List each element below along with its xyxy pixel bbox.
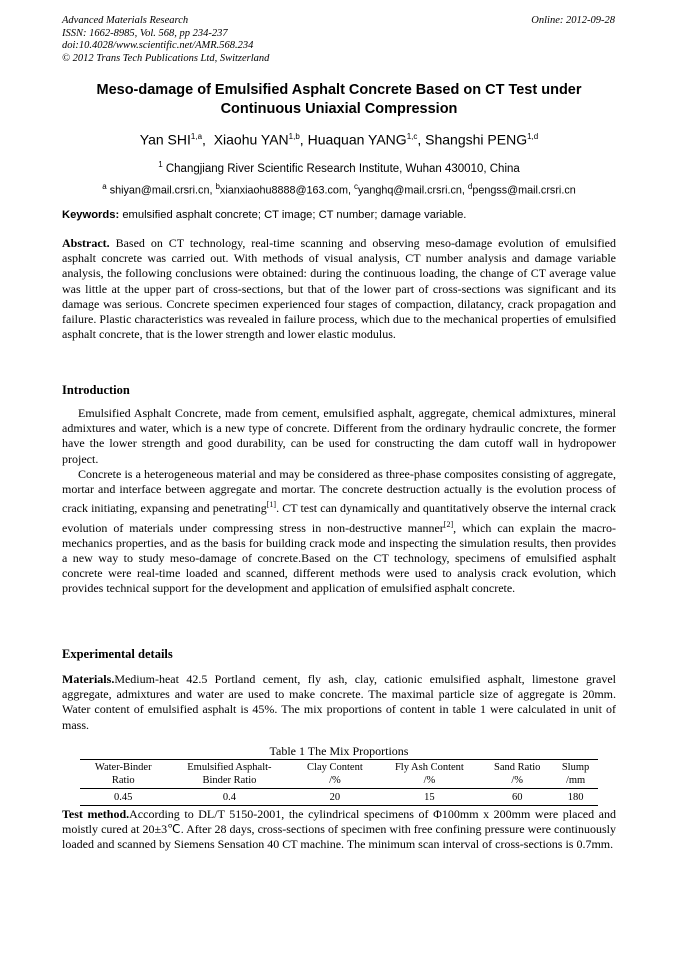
- author-name: Shangshi PENG: [425, 131, 528, 148]
- table-caption: Table 1 The Mix Proportions: [269, 744, 409, 758]
- paragraph-text: , which can explain the macro-mechanics properties, and as the basis for building crack mode and inspecting the simulation results, then provides a new way to study meso-damage of concrete.Based on the CT technology, specimens of emulsified asphalt concrete were real-time loaded and scanned, different methods were used to analysis crack evolution, which provides technical support for the development and application of emulsified asphalt concrete.: [62, 520, 616, 596]
- table-header-cell: Water-Binder Ratio: [80, 760, 166, 789]
- journal-issn: ISSN: 1662-8985, Vol. 568, pp 234-237: [62, 27, 228, 39]
- table-cell: 0.4: [166, 789, 292, 806]
- abstract: [62, 236, 616, 342]
- table-header-cell: Emulsified Asphalt- Binder Ratio: [166, 760, 292, 789]
- materials-label: Materials.: [62, 672, 115, 686]
- test-method-text: According to DL/T 5150-2001, the cylindrical specimens of Φ100mm x 200mm were placed and moistly cured at 20±3℃. After 28 days, cross-sections of specimen with free confining pressure were continuously loaded and scanned by Siemens Sensation 40 CT machine. The minimum scan interval of cross-sections is 0.7mm.: [62, 807, 617, 852]
- keywords: [62, 208, 616, 222]
- introduction-paragraph-1: Emulsified Asphalt Concrete, made from cement, emulsified asphalt, aggregate, chemical admixtures, mineral admixtures and water, which is a new type of concrete. Different from the ordinary hydraulic concrete, the former have the lower strength and good durability, can be used for constructing the dam cutoff wall in hydropower project.: [62, 406, 616, 466]
- test-method-label: Test method.: [62, 807, 130, 821]
- citation-ref[interactable]: [1]: [266, 500, 277, 510]
- table-header-cell: Fly Ash Content /%: [377, 760, 481, 789]
- email-link[interactable]: yanghq@mail.crsri.cn: [357, 184, 462, 197]
- affiliation: [62, 158, 616, 176]
- author-sup: 1,b: [288, 132, 300, 141]
- introduction-paragraph-2: [62, 467, 616, 597]
- test-method-paragraph: [62, 807, 616, 853]
- citation-ref[interactable]: [2]: [443, 519, 454, 529]
- author-name: Huaquan YANG: [307, 131, 407, 148]
- table-row: [80, 789, 598, 806]
- affiliation-text: Changjiang River Scientific Research Institute, Wuhan 430010, China: [165, 162, 520, 175]
- table-header-cell: Slump /mm: [553, 760, 598, 789]
- table-header-row: [80, 760, 598, 789]
- author-name: Xiaohu YAN: [213, 131, 289, 148]
- keywords-label: Keywords:: [62, 209, 120, 221]
- table-header-cell: Clay Content /%: [292, 760, 377, 789]
- email-sup: d: [467, 182, 473, 191]
- introduction-heading: Introduction: [62, 383, 130, 397]
- paper-title: Meso-damage of Emulsified Asphalt Concrete Based on CT Test under Continuous Uniaxial Compression: [96, 82, 582, 117]
- journal-doi: doi:10.4028/www.scientific.net/AMR.568.234: [62, 40, 254, 51]
- paragraph-text: Concrete is a heterogeneous material and may be considered as three-phase composites consisting of aggregate, mortar and interface between aggregate and mortar. The concrete destruction actually is the evolution process of crack initiating, expansing and penetrating: [62, 467, 616, 516]
- journal-info: [62, 15, 269, 65]
- table-cell: 180: [553, 789, 598, 806]
- email-sup: c: [353, 182, 358, 191]
- email-list: $^a$ shiyan@mail.crsri.cn, $^b$xianxiaohu8888@163.com, $^c$yanghq@mail.crsri.cn, $^d$pengss@mail.crsri.cn: [102, 182, 576, 197]
- mix-proportions-table: [80, 759, 598, 806]
- materials-paragraph: [62, 672, 616, 733]
- online-date: Online: 2012-09-28: [531, 15, 615, 26]
- author-sup: 1,c: [406, 132, 418, 141]
- journal-copyright: © 2012 Trans Tech Publications Ltd, Switzerland: [62, 52, 270, 64]
- author-list: Yan SHI$^{1,a}$, Xiaohu YAN$^{1,b}$, Huaquan YANG$^{1,c}$, Shangshi PENG$^{1,d}$: [139, 131, 539, 148]
- abstract-label: Abstract.: [62, 236, 110, 250]
- table-header-cell: Sand Ratio /%: [481, 760, 553, 789]
- email-link[interactable]: shiyan@mail.crsri.cn: [109, 184, 210, 197]
- author-sup: 1,d: [527, 132, 539, 141]
- table-cell: 60: [481, 789, 553, 806]
- abstract-text: Based on CT technology, real-time scanning and observing meso-damage evolution of emulsified asphalt concrete was carried out. With methods of visual analysis, CT number analysis and damage variable analysis, the following conclusions were obtained: during the continuous loading, the change of CT average value was little at the upper part of cross-sections, but that of the lower part of cross-sections was significant and its damage was serious. Concrete specimen experienced four stages of compaction, dilatancy, crack propagation and failure. Plastic characteristics was revealed in failure process, which due to the mechanical properties of emulsified asphalt concrete, that is the lower strength and lower elastic modulus.: [62, 236, 617, 342]
- email-link[interactable]: pengss@mail.crsri.cn: [472, 184, 576, 197]
- table-cell: 20: [292, 789, 377, 806]
- table-cell: 15: [377, 789, 481, 806]
- author-name: Yan SHI: [139, 131, 191, 148]
- email-sup: a: [102, 182, 107, 191]
- email-link[interactable]: xianxiaohu8888@163.com: [219, 184, 348, 197]
- affiliation-sup: 1: [158, 160, 163, 169]
- author-sup: 1,a: [190, 132, 203, 141]
- materials-text: Medium-heat 42.5 Portland cement, fly ash, clay, cationic emulsified asphalt, limestone gravel aggregate, admixtures and water are used to make concrete. The maximal particle size of aggregate is 20mm. Water content of emulsified asphalt is 45%. The mix proportions of content in table 1 were calculated in unit of mass.: [62, 672, 616, 732]
- table-cell: 0.45: [80, 789, 166, 806]
- experimental-heading: Experimental details: [62, 647, 173, 661]
- journal-name: Advanced Materials Research: [62, 15, 189, 26]
- paragraph-text: . CT test can dynamically and quantitatively observe the internal crack evolution of materials under compressing stress in non-destructive manner: [62, 501, 616, 535]
- keywords-text: emulsified asphalt concrete; CT image; CT number; damage variable.: [122, 209, 467, 221]
- email-sup: b: [215, 182, 220, 191]
